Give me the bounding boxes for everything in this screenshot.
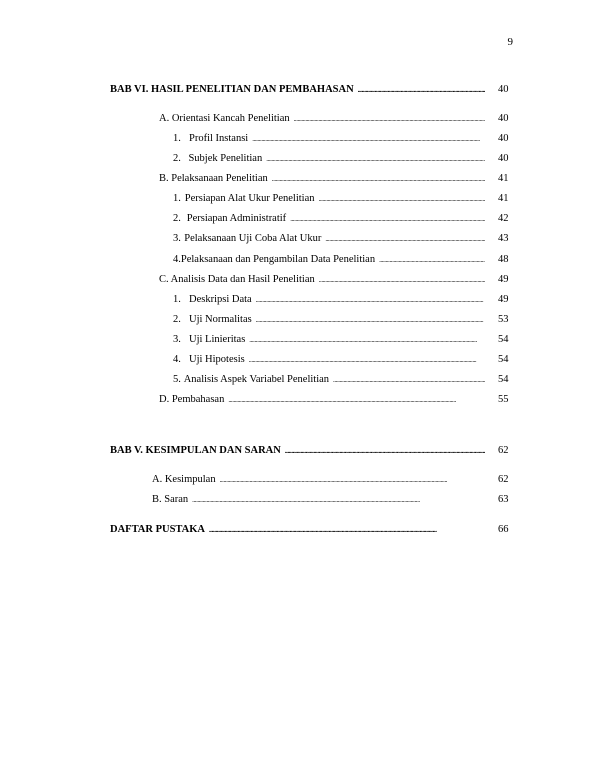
toc-leader-dots: [285, 444, 485, 458]
toc-entry-pengambilan-data[interactable]: [0, 253, 595, 267]
toc-entry-page: 40: [498, 133, 509, 144]
toc-entry-page: 53: [498, 314, 509, 325]
toc-entry-label: DAFTAR PUSTAKA: [110, 524, 205, 535]
toc-entry-label: Persiapan Alat Ukur Penelitian: [184, 193, 315, 204]
toc-entry-label: A. Orientasi Kancah Penelitian: [159, 113, 290, 124]
toc-entry-label: B. Pelaksanaan Penelitian: [159, 173, 268, 184]
toc-entry-page: 63: [498, 494, 509, 505]
toc-entry-number: 1.: [173, 294, 181, 305]
toc-entry-label: C. Analisis Data dan Hasil Penelitian: [159, 274, 315, 285]
toc-entry-label: Deskripsi Data: [189, 294, 252, 305]
toc-leader-dots: [192, 493, 485, 507]
toc-entry-number: 1.: [173, 133, 181, 144]
toc-entry-number: 2.: [173, 213, 181, 224]
toc-entry-label: Analisis Aspek Variabel Penelitian: [183, 374, 330, 385]
toc-entry-page: 40: [498, 84, 509, 95]
toc-entry-label: BAB VI. HASIL PENELITIAN DAN PEMBAHASAN: [110, 84, 354, 95]
toc-entry-label: Persiapan Administratif: [186, 213, 287, 224]
toc-entry-page: 49: [498, 294, 509, 305]
toc-entry-profil-instansi[interactable]: [0, 132, 595, 146]
toc-entry-pelaksanaan-penelitian[interactable]: [0, 172, 595, 186]
toc-leader-dots: [319, 273, 485, 287]
toc-entry-persiapan-administratif[interactable]: [0, 212, 595, 226]
toc-leader-dots: [256, 313, 485, 327]
toc-entry-page: 54: [498, 374, 509, 385]
toc-entry-bab-v[interactable]: [0, 444, 595, 458]
toc-leader-dots: [319, 192, 485, 206]
toc-entry-number: 5.: [173, 374, 181, 385]
toc-leader-dots: [272, 172, 485, 186]
toc-entry-number: 3.: [173, 233, 181, 244]
toc-entry-page: 40: [498, 113, 509, 124]
toc-entry-subjek-penelitian[interactable]: [0, 152, 595, 166]
toc-leader-dots: [290, 212, 485, 226]
toc-entry-kesimpulan[interactable]: [0, 473, 595, 487]
toc-leader-dots: [249, 353, 485, 367]
toc-entry-saran[interactable]: [0, 493, 595, 507]
toc-entry-analisis-aspek-variabel[interactable]: [0, 373, 595, 387]
toc-entry-number: 2.: [173, 153, 181, 164]
toc-entry-label: BAB V. KESIMPULAN DAN SARAN: [110, 445, 281, 456]
toc-entry-label: A. Kesimpulan: [152, 474, 216, 485]
toc-leader-dots: [209, 523, 485, 537]
toc-entry-page: 55: [498, 394, 509, 405]
toc-leader-dots: [228, 393, 485, 407]
toc-entry-uji-coba-alat-ukur[interactable]: [0, 232, 595, 246]
toc-entry-number: 3.: [173, 334, 181, 345]
toc-entry-page: 43: [498, 233, 509, 244]
toc-entry-uji-hipotesis[interactable]: [0, 353, 595, 367]
toc-entry-orientasi[interactable]: [0, 112, 595, 126]
toc-leader-dots: [294, 112, 485, 126]
toc-leader-dots: [333, 373, 485, 387]
toc-entry-uji-normalitas[interactable]: [0, 313, 595, 327]
toc-entry-page: 40: [498, 153, 509, 164]
toc-entry-bab-vi[interactable]: [0, 83, 595, 97]
toc-entry-deskripsi-data[interactable]: [0, 293, 595, 307]
toc-entry-page: 48: [498, 254, 509, 265]
toc-entry-label: B. Saran: [152, 494, 189, 505]
toc-entry-page: 62: [498, 474, 509, 485]
toc-entry-page: 66: [498, 524, 509, 535]
toc-entry-daftar-pustaka[interactable]: [0, 523, 595, 537]
toc-leader-dots: [325, 232, 485, 246]
toc-entry-label: Pelaksanaan dan Pengambilan Data Penelitian: [180, 254, 376, 265]
toc-entry-label: Uji Hipotesis: [189, 354, 245, 365]
toc-entry-page: 54: [498, 334, 509, 345]
toc-entry-label: Uji Normalitas: [189, 314, 252, 325]
toc-entry-persiapan-alat-ukur[interactable]: [0, 192, 595, 206]
toc-leader-dots: [256, 293, 485, 307]
page-number: 9: [507, 36, 513, 48]
toc-entry-page: 41: [498, 193, 509, 204]
toc-leader-dots: [252, 132, 485, 146]
toc-entry-label: Pelaksanaan Uji Coba Alat Ukur: [184, 233, 322, 244]
toc-entry-page: 42: [498, 213, 509, 224]
toc-leader-dots: [266, 152, 485, 166]
toc-leader-dots: [358, 83, 485, 97]
toc-entry-label: Profil Instansi: [189, 133, 249, 144]
toc-leader-dots: [379, 253, 485, 267]
toc-entry-number: 2.: [173, 314, 181, 325]
toc-entry-label: Subjek Penelitian: [188, 153, 263, 164]
toc-entry-label: D. Pembahasan: [159, 394, 225, 405]
toc-entry-page: 62: [498, 445, 509, 456]
toc-entry-number: 4.: [173, 354, 181, 365]
toc-leader-dots: [220, 473, 485, 487]
toc-entry-number: 4.: [173, 254, 181, 265]
toc-entry-page: 54: [498, 354, 509, 365]
toc-entry-label: Uji Linieritas: [189, 334, 246, 345]
toc-entry-number: 1.: [173, 193, 181, 204]
toc-entry-page: 41: [498, 173, 509, 184]
toc-entry-pembahasan[interactable]: [0, 393, 595, 407]
toc-entry-analisis-data[interactable]: [0, 273, 595, 287]
toc-entry-uji-linieritas[interactable]: [0, 333, 595, 347]
toc-entry-page: 49: [498, 274, 509, 285]
toc-leader-dots: [249, 333, 485, 347]
